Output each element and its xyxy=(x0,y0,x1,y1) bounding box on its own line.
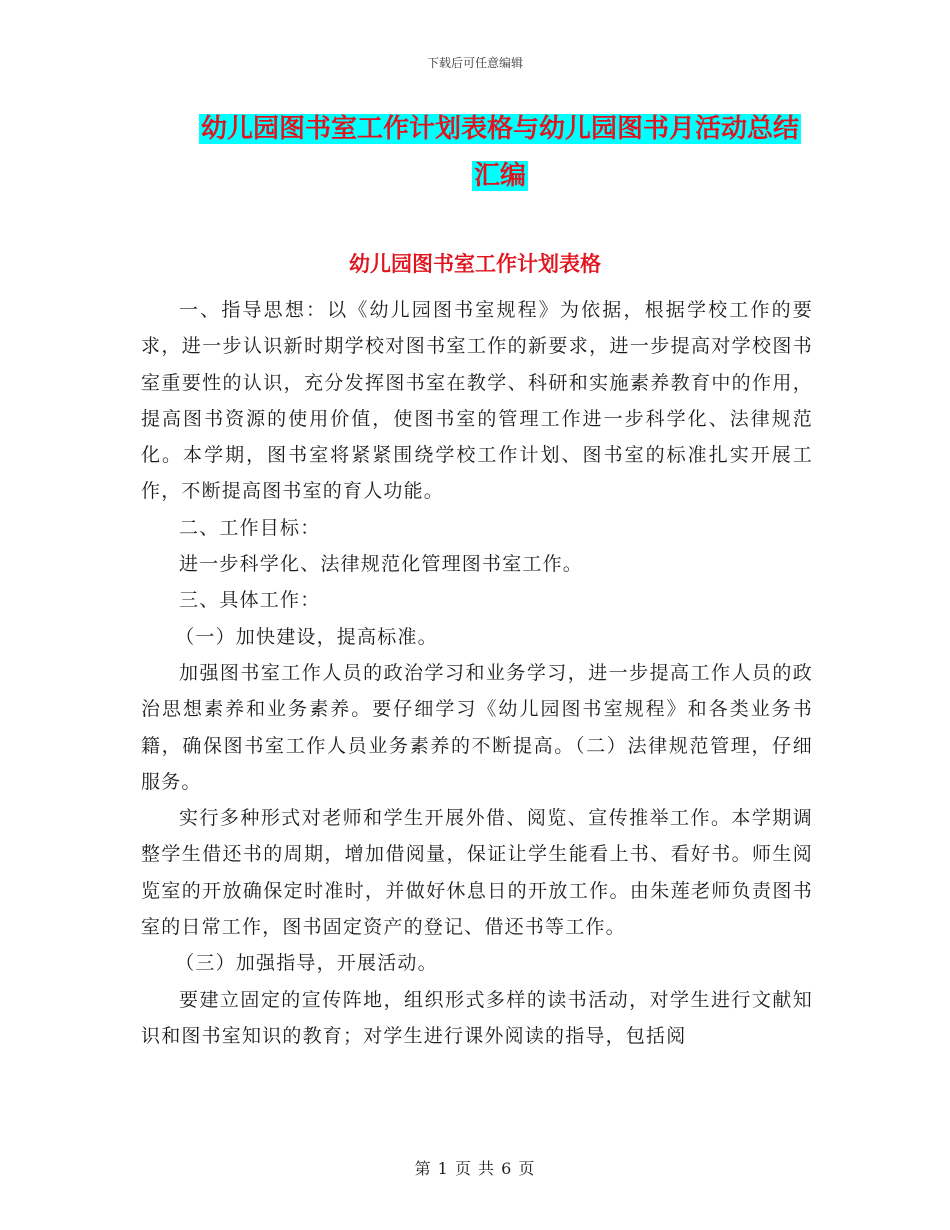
header-note: 下载后可任意编辑 xyxy=(426,56,523,70)
paragraph-work-goal: 进一步科学化、法律规范化管理图书室工作。 xyxy=(179,553,584,576)
paragraph-lending-service: 实行多种形式对老师和学生开展外借、阅览、宣传推举工作。本学期调整学生借还书的周期，增加借阅量，保证让学生能看上书、看好书。师生阅览室的开放确保定时准时，并做好休息日的开放工作。由朱莲老师负责图书室的日常工作，图书固定资产的登记、借还书等工作。 xyxy=(141,807,813,939)
paragraph-staff-study: 加强图书室工作人员的政治学习和业务学习，进一步提高工作人员的政治思想素养和业务素养。要仔细学习《幼儿园图书室规程》和各类业务书籍，确保图书室工作人员业务素养的不断提高。（二）法律规范管理，仔细服务。 xyxy=(141,661,813,793)
document-title-line-1: 幼儿园图书室工作计划表格与幼儿园图书月活动总结 xyxy=(200,114,799,144)
document-title xyxy=(150,106,850,200)
section-title: 幼儿园图书室工作计划表格 xyxy=(349,252,601,276)
paragraph-guiding-ideology: 一、指导思想：以《幼儿园图书室规程》为依据，根据学校工作的要求，进一步认识新时期学校对图书室工作的新要求，进一步提高对学校图书室重要性的认识，充分发挥图书室在教学、科研和实施素养教育中的作用，提高图书资源的使用价值，使图书室的管理工作进一步科学化、法律规范化。本学期，图书室将紧紧围绕学校工作计划、图书室的标准扎实开展工作，不断提高图书室的育人功能。 xyxy=(141,299,813,503)
paragraph-subheading-3: （三）加强指导，开展活动。 xyxy=(175,952,438,975)
document-title-line-2: 汇编 xyxy=(473,161,526,191)
paragraph-reading-activities: 要建立固定的宣传阵地，组织形式多样的读书活动，对学生进行文献知识和图书室知识的教育；对学生进行课外阅读的指导，包括阅 xyxy=(141,988,813,1047)
document-body xyxy=(141,292,813,1054)
page-indicator: 第 1 页 共 6 页 xyxy=(414,1159,536,1178)
paragraph-subheading-1: （一）加快建设，提高标准。 xyxy=(175,625,438,648)
paragraph-specific-work-heading: 三、具体工作： xyxy=(179,589,321,612)
paragraph-work-goal-heading: 二、工作目标： xyxy=(179,516,321,539)
